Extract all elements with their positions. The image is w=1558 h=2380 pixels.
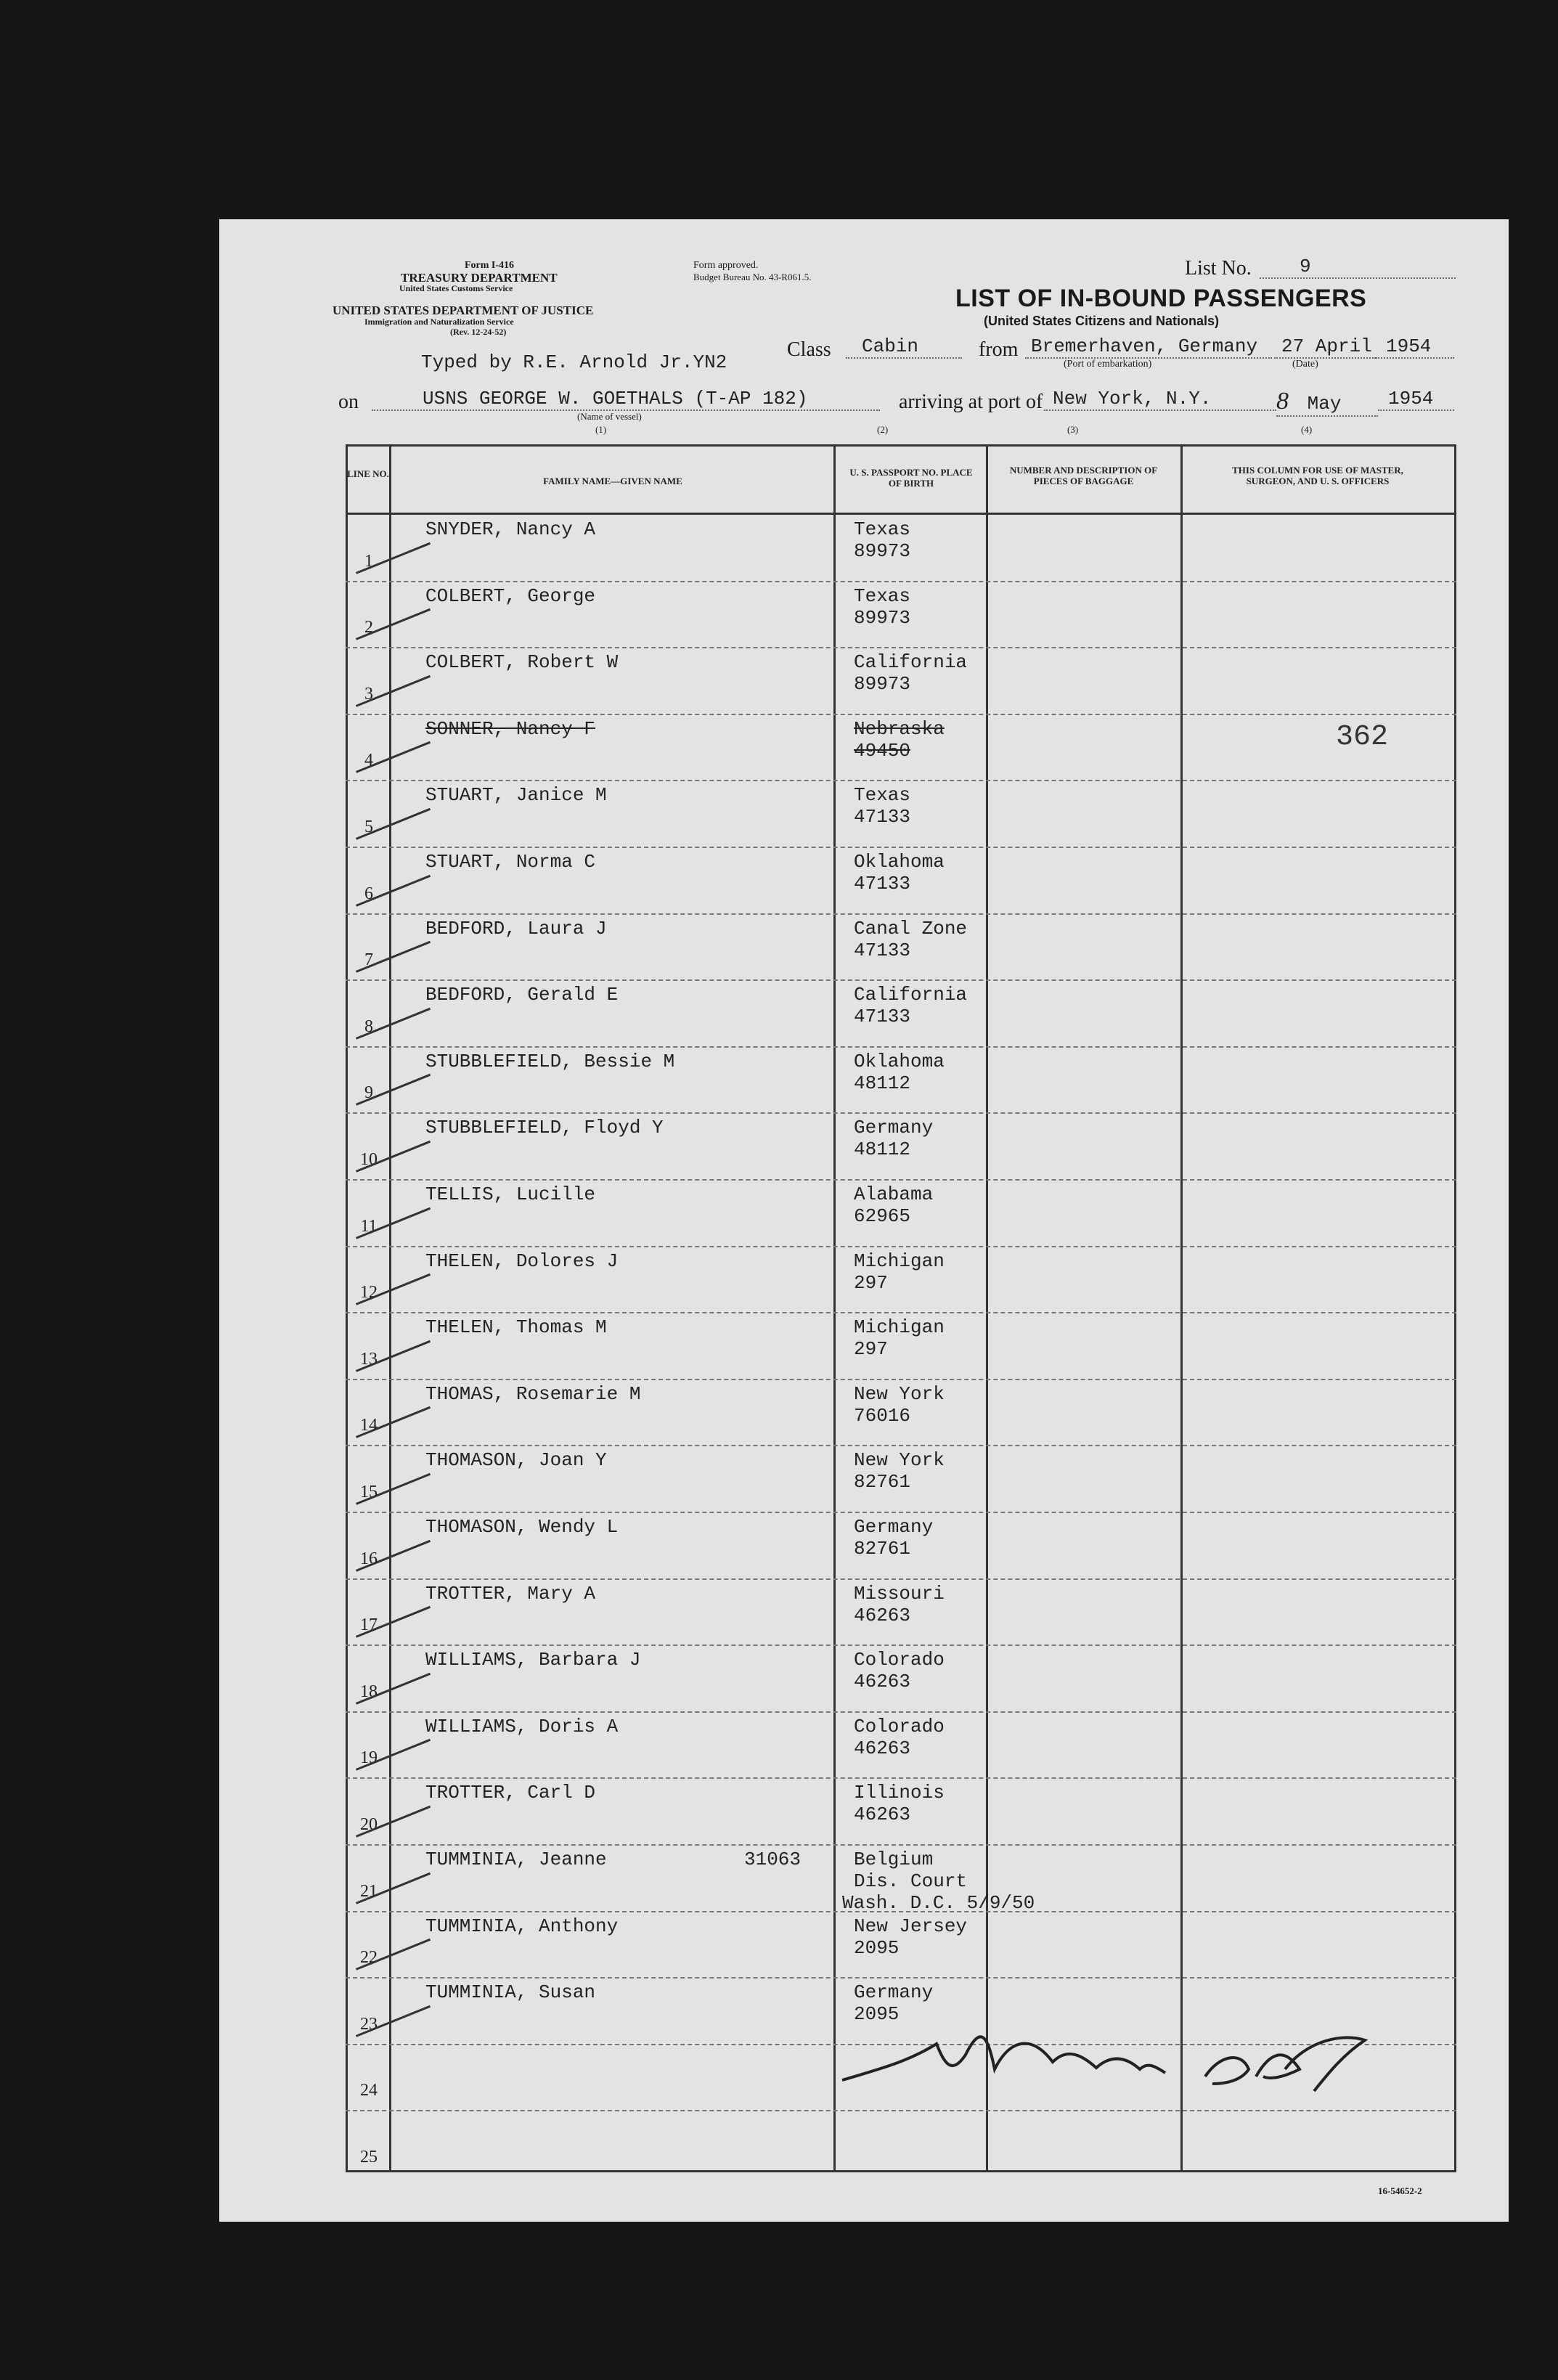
passport-number: Dis. Court [854, 1870, 968, 1892]
row-divider [346, 2110, 1456, 2111]
class-label: Class [787, 338, 831, 361]
place-of-birth: Germany [854, 1981, 934, 2004]
line-number: 12 [360, 1283, 378, 1303]
line-number: 22 [360, 1948, 378, 1968]
place-of-birth: California [854, 984, 968, 1006]
passenger-name: STUBBLEFIELD, Bessie M [425, 1050, 675, 1072]
col-divider [833, 444, 836, 2172]
passenger-name: SONNER, Nancy F [425, 717, 596, 740]
row-divider [346, 979, 1456, 981]
line-number: 7 [364, 950, 373, 970]
line-number: 23 [360, 2014, 378, 2034]
place-of-birth: New York [854, 1382, 945, 1405]
col-num-2: (2) [877, 424, 889, 435]
passport-number: 47133 [854, 1006, 911, 1028]
arriving-label: arriving at port of [899, 391, 1043, 413]
line-number: 18 [360, 1682, 378, 1701]
row-divider [346, 1977, 1456, 1978]
extra-number: 31063 [744, 1849, 802, 1870]
col-divider [1180, 444, 1183, 2172]
passport-number: 89973 [854, 673, 911, 696]
col-num-3: (3) [1067, 424, 1079, 435]
place-of-birth: Oklahoma [854, 851, 945, 873]
passenger-name: THOMAS, Rosemarie M [425, 1382, 641, 1405]
line-number: 13 [360, 1349, 378, 1369]
place-of-birth: Texas [854, 518, 911, 540]
passenger-name: COLBERT, George [425, 584, 596, 607]
header-passport: U. S. PASSPORT NO. PLACE OF BIRTH [849, 467, 973, 489]
place-of-birth: California [854, 651, 968, 674]
port-caption: (Port of embarkation) [1064, 359, 1152, 370]
row-divider [346, 1645, 1456, 1646]
line-number: 4 [364, 751, 373, 770]
line-number: 14 [360, 1416, 378, 1435]
passenger-name: TUMMINIA, Anthony [425, 1915, 619, 1937]
port-of-embarkation: Bremerhaven, Germany [1025, 335, 1272, 359]
line-number: 9 [364, 1083, 373, 1103]
place-of-birth: Colorado [854, 1715, 945, 1737]
passport-number: 46263 [854, 1671, 911, 1693]
place-of-birth: Michigan [854, 1250, 945, 1272]
line-number: 16 [360, 1549, 378, 1568]
passenger-name: THOMASON, Wendy L [425, 1516, 619, 1538]
row-divider [346, 1578, 1456, 1580]
arrival-date: 8 May [1276, 388, 1378, 417]
place-of-birth: Germany [854, 1516, 934, 1538]
revision: (Rev. 12-24-52) [450, 327, 507, 337]
stamp-number: 362 [1336, 721, 1389, 754]
passport-number: 89973 [854, 606, 911, 629]
passenger-name: COLBERT, Robert W [425, 651, 619, 674]
line-number: 5 [364, 818, 373, 836]
passenger-name: TROTTER, Carl D [425, 1782, 596, 1804]
row-divider [346, 847, 1456, 848]
list-no-value: 9 [1260, 256, 1456, 279]
line-number: 25 [360, 2148, 378, 2167]
row-divider [346, 1711, 1456, 1713]
row-divider [346, 1911, 1456, 1912]
row-divider [346, 1844, 1456, 1846]
line-number: 1 [364, 551, 373, 571]
row-divider [346, 1445, 1456, 1446]
line-number: 10 [360, 1150, 378, 1169]
place-of-birth: Belgium [854, 1849, 934, 1870]
row-divider [346, 1112, 1456, 1114]
passport-number: 46263 [854, 1804, 911, 1826]
line-number: 8 [364, 1016, 373, 1036]
class-value: Cabin [846, 335, 962, 359]
place-of-birth: Texas [854, 784, 911, 807]
passport-number: 297 [854, 1338, 888, 1361]
passport-number: 62965 [854, 1205, 911, 1227]
passenger-name: TELLIS, Lucille [425, 1183, 596, 1205]
place-of-birth: Texas [854, 584, 911, 607]
departure-date: 27 April [1274, 335, 1376, 359]
passport-number: 47133 [854, 873, 911, 894]
passport-number: 48112 [854, 1138, 911, 1161]
passenger-name: WILLIAMS, Barbara J [425, 1649, 641, 1671]
col-num-1: (1) [595, 424, 607, 435]
header-name: FAMILY NAME—GIVEN NAME [543, 476, 682, 486]
list-no-label: List No. [1185, 257, 1252, 280]
row-divider [346, 913, 1456, 915]
form-approved: Form approved. [693, 260, 759, 271]
form-subtitle: (United States Citizens and Nationals) [984, 314, 1220, 328]
header-baggage: NUMBER AND DESCRIPTION OF PIECES OF BAGGAGE [1009, 465, 1158, 486]
passenger-name: TUMMINIA, Susan [425, 1981, 596, 2004]
passport-number: 49450 [854, 739, 911, 762]
row-divider [346, 714, 1456, 715]
line-number: 20 [360, 1815, 378, 1834]
place-of-birth: Michigan [854, 1316, 945, 1339]
passenger-name: SNYDER, Nancy A [425, 518, 596, 540]
passenger-name: STUBBLEFIELD, Floyd Y [425, 1117, 664, 1139]
passenger-name: TUMMINIA, Jeanne [425, 1849, 607, 1870]
typed-by: Typed by R.E. Arnold Jr.YN2 [421, 351, 727, 373]
row-divider [346, 1246, 1456, 1247]
line-number: 11 [360, 1216, 378, 1236]
vessel-name: USNS GEORGE W. GOETHALS (T-AP 182) [372, 388, 880, 411]
treasury-dept: TREASURY DEPARTMENT [401, 271, 558, 285]
passenger-name: THELEN, Thomas M [425, 1316, 607, 1339]
passenger-name: STUART, Janice M [425, 784, 607, 807]
passenger-name: BEDFORD, Gerald E [425, 984, 619, 1006]
ins-service: Immigration and Naturalization Service [364, 317, 514, 327]
officer-signature [835, 2011, 1387, 2106]
header-officers: THIS COLUMN FOR USE OF MASTER, SURGEON, AND U. S. OFFICERS [1232, 465, 1403, 486]
passport-court: Wash. D.C. 5/9/50 [842, 1892, 1035, 1914]
passenger-name: WILLIAMS, Doris A [425, 1715, 619, 1737]
passenger-name: TROTTER, Mary A [425, 1582, 596, 1605]
row-divider [346, 647, 1456, 648]
passport-number: 47133 [854, 939, 911, 961]
row-divider [346, 1512, 1456, 1513]
departure-year: 1954 [1376, 335, 1454, 359]
passport-number: 76016 [854, 1404, 911, 1427]
row-divider [346, 1179, 1456, 1181]
place-of-birth: Illinois [854, 1782, 945, 1804]
place-of-birth: Canal Zone [854, 917, 968, 940]
vessel-caption: (Name of vessel) [577, 411, 642, 422]
header-line-no: LINE NO. [347, 468, 389, 479]
place-of-birth: New York [854, 1449, 945, 1472]
passport-number: 2095 [854, 1936, 900, 1959]
place-of-birth: Oklahoma [854, 1050, 945, 1072]
date-caption: (Date) [1292, 359, 1318, 370]
passenger-name: THELEN, Dolores J [425, 1250, 619, 1272]
place-of-birth: New Jersey [854, 1915, 968, 1937]
budget-bureau: Budget Bureau No. 43-R061.5. [693, 272, 812, 282]
on-label: on [338, 391, 359, 413]
col-num-4: (4) [1301, 424, 1313, 435]
place-of-birth: Nebraska [854, 717, 945, 740]
passport-number: 48112 [854, 1072, 911, 1094]
line-number: 24 [360, 2081, 378, 2100]
line-number: 19 [360, 1748, 378, 1768]
line-number: 21 [360, 1881, 378, 1901]
arrival-port: New York, N.Y. [1044, 388, 1276, 411]
customs-service: United States Customs Service [399, 283, 513, 293]
from-label: from [979, 338, 1019, 361]
place-of-birth: Germany [854, 1117, 934, 1139]
passport-number: 89973 [854, 540, 911, 562]
line-number: 15 [360, 1483, 378, 1501]
line-number: 17 [360, 1615, 378, 1635]
passenger-name: THOMASON, Joan Y [425, 1449, 607, 1472]
passport-number: 82761 [854, 1538, 911, 1560]
row-divider [346, 581, 1456, 582]
line-number: 3 [364, 684, 373, 704]
passport-number: 297 [854, 1271, 888, 1294]
passport-number: 47133 [854, 806, 911, 828]
passenger-name: BEDFORD, Laura J [425, 917, 607, 940]
form-number: Form I-416 [465, 260, 515, 271]
row-divider [346, 1046, 1456, 1048]
form-title: LIST OF IN-BOUND PASSENGERS [955, 285, 1367, 312]
passenger-name: STUART, Norma C [425, 851, 596, 873]
row-divider [346, 1379, 1456, 1380]
line-number: 6 [364, 884, 373, 903]
passport-number: 2095 [854, 2003, 900, 2026]
place-of-birth: Missouri [854, 1582, 945, 1605]
passport-number: 46263 [854, 1604, 911, 1626]
place-of-birth: Alabama [854, 1183, 934, 1205]
row-divider [346, 1777, 1456, 1779]
row-divider [346, 1312, 1456, 1313]
passport-number: 46263 [854, 1737, 911, 1759]
row-divider [346, 780, 1456, 781]
justice-dept: UNITED STATES DEPARTMENT OF JUSTICE [333, 303, 594, 317]
place-of-birth: Colorado [854, 1649, 945, 1671]
arrival-year: 1954 [1378, 388, 1454, 411]
header-divider [346, 513, 1456, 515]
passport-number: 82761 [854, 1471, 911, 1493]
line-number: 2 [364, 618, 373, 637]
footer-code: 16-54652-2 [1378, 2185, 1422, 2196]
